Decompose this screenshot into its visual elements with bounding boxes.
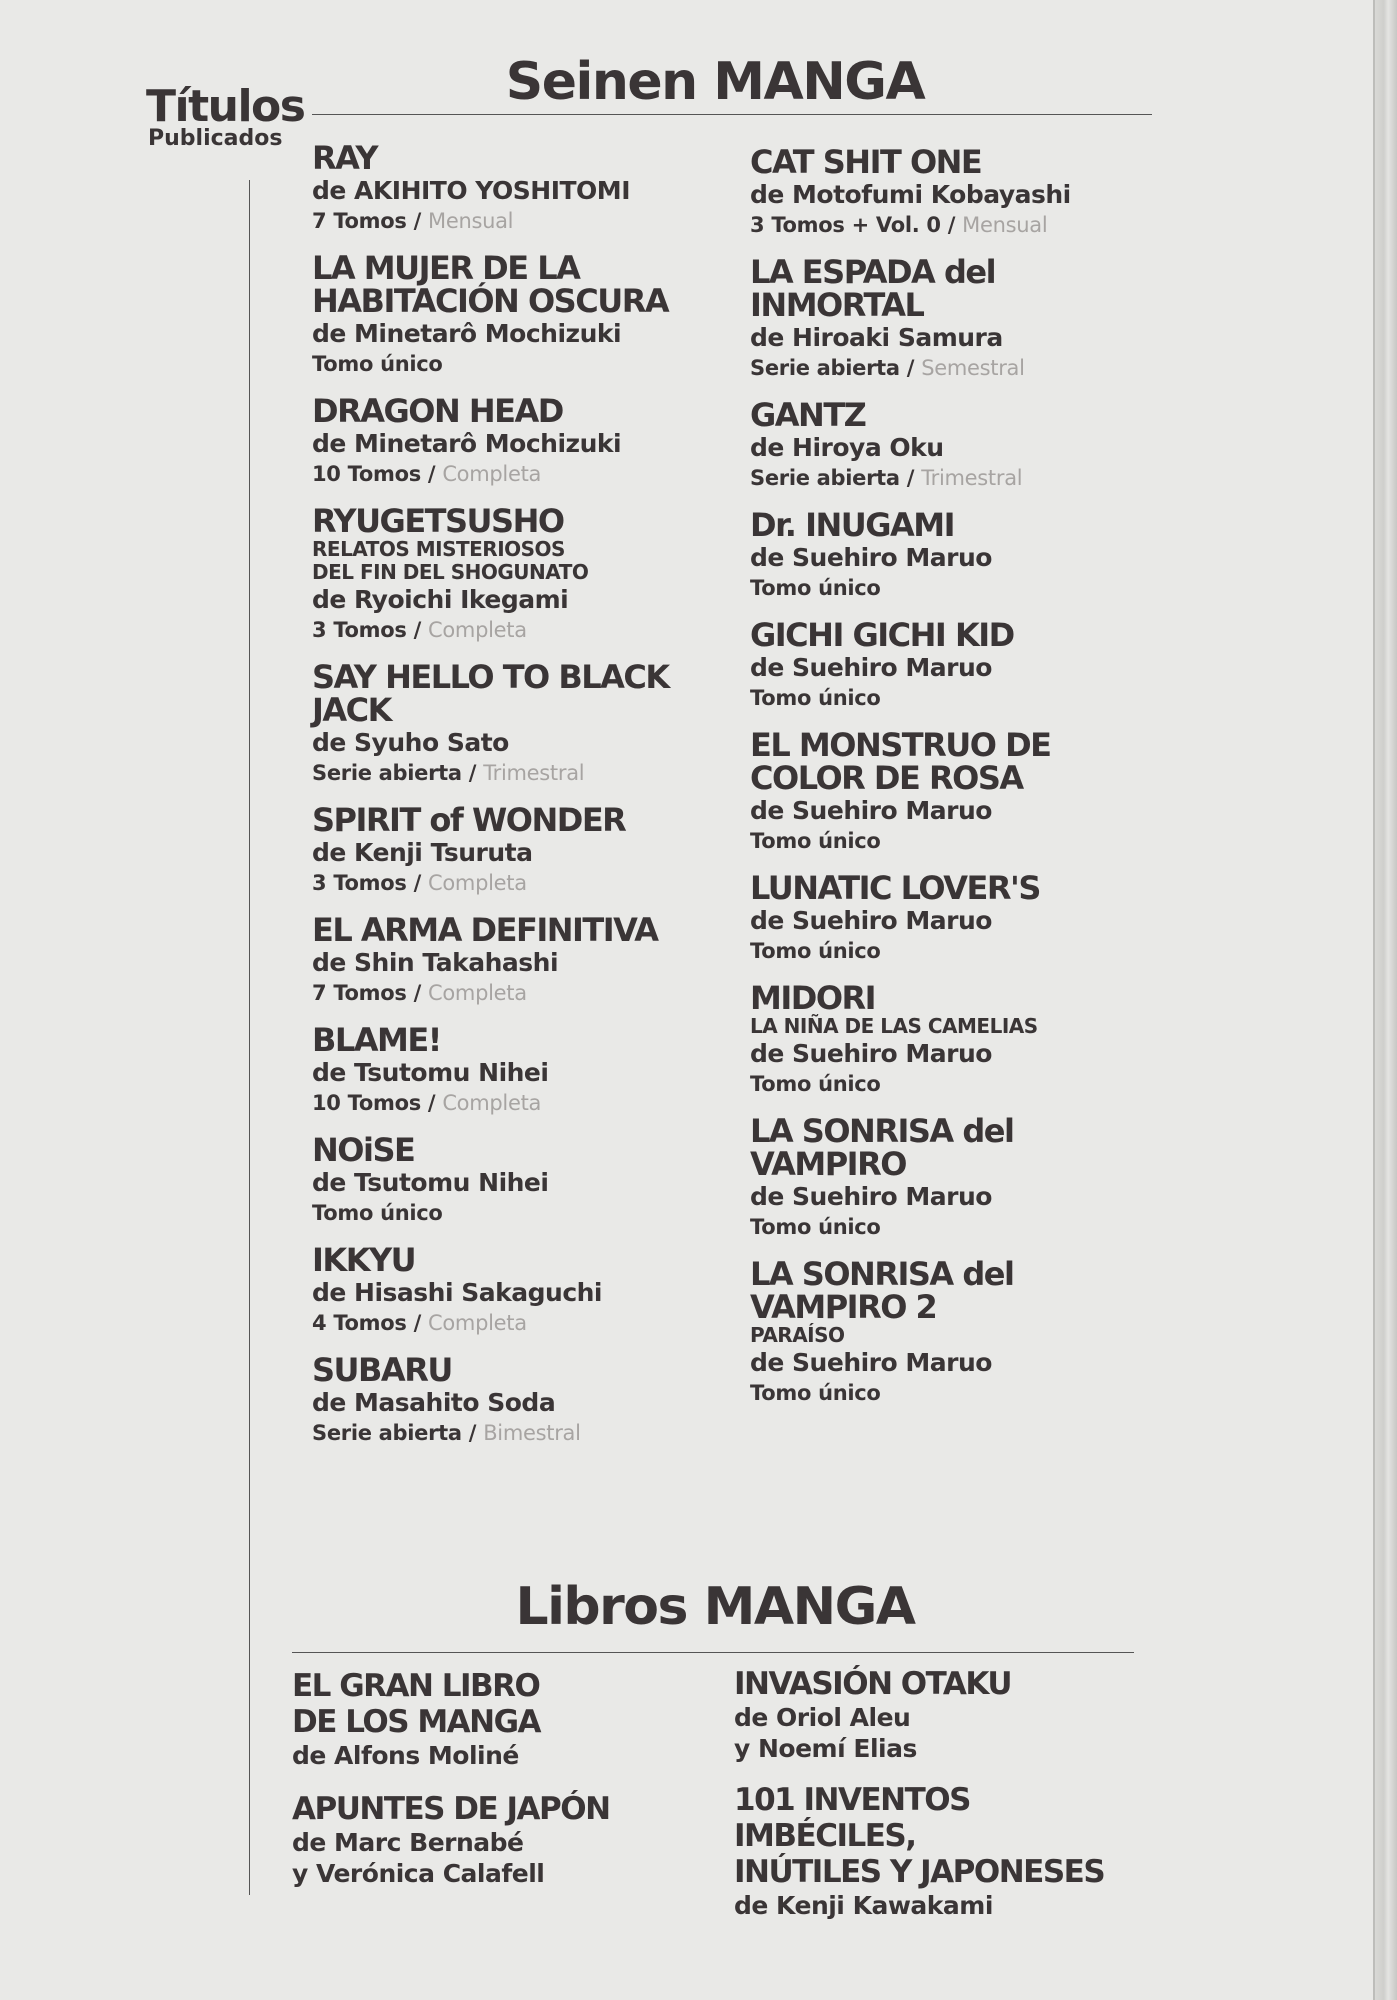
entry-author: de Shin Takahashi bbox=[312, 948, 559, 977]
title-entry bbox=[750, 396, 1160, 493]
entry-title: LA SONRISA del VAMPIRO 2 bbox=[750, 1255, 1014, 1326]
title-entry bbox=[750, 1112, 1160, 1242]
entry-title: LA ESPADA del INMORTAL bbox=[750, 253, 996, 324]
entry-status: Completa bbox=[428, 981, 527, 1005]
entry-details bbox=[750, 936, 1160, 966]
book-title: DE LOS MANGA bbox=[292, 1704, 541, 1740]
entry-volumes: Serie abierta bbox=[312, 761, 462, 785]
entry-details bbox=[750, 210, 1160, 240]
entry-separator: / bbox=[461, 761, 484, 785]
seinen-rule bbox=[312, 114, 1152, 115]
entry-separator: / bbox=[420, 1091, 443, 1115]
title-entry bbox=[750, 253, 1160, 383]
libros-heading: Libros MANGA bbox=[515, 1577, 915, 1637]
book-title: APUNTES DE JAPÓN bbox=[292, 1791, 610, 1827]
entry-author: de Masahito Soda bbox=[312, 1388, 556, 1417]
entry-details bbox=[750, 1069, 1160, 1099]
entry-title: Dr. INUGAMI bbox=[750, 506, 955, 544]
title-entry bbox=[312, 1021, 732, 1118]
entry-details bbox=[750, 573, 1160, 603]
entry-volumes: Tomo único bbox=[312, 1201, 443, 1225]
entry-details bbox=[750, 1212, 1160, 1242]
entry-separator: / bbox=[406, 618, 429, 642]
entry-separator: / bbox=[406, 981, 429, 1005]
entry-volumes: 10 Tomos bbox=[312, 1091, 421, 1115]
title-entry bbox=[312, 249, 732, 379]
entry-subtitle: DEL FIN DEL SHOGUNATO bbox=[312, 560, 589, 584]
entry-status: Bimestral bbox=[483, 1421, 581, 1445]
entry-volumes: Tomo único bbox=[750, 1215, 881, 1239]
entry-volumes: Tomo único bbox=[750, 829, 881, 853]
entry-author: de Minetarô Mochizuki bbox=[312, 429, 622, 458]
entry-subtitle: LA NIÑA DE LAS CAMELIAS bbox=[750, 1014, 1038, 1038]
entry-title: LA MUJER DE LA bbox=[312, 249, 580, 287]
entry-title: MIDORI bbox=[750, 979, 876, 1017]
entry-details bbox=[312, 615, 732, 645]
entry-status: Completa bbox=[428, 618, 527, 642]
entry-subtitle: RELATOS MISTERIOSOS bbox=[312, 537, 565, 561]
title-entry bbox=[750, 869, 1160, 966]
book-entry bbox=[734, 1782, 1154, 1921]
side-subtitle: Publicados bbox=[148, 126, 283, 151]
entry-volumes: 4 Tomos bbox=[312, 1311, 407, 1335]
entry-author: de Hisashi Sakaguchi bbox=[312, 1278, 602, 1307]
entry-author: de Suehiro Maruo bbox=[750, 543, 992, 572]
entry-status: Semestral bbox=[921, 356, 1025, 380]
entry-subtitle: PARAÍSO bbox=[750, 1323, 845, 1347]
entry-volumes: Serie abierta bbox=[750, 356, 900, 380]
entry-status: Completa bbox=[442, 462, 542, 486]
entry-title: HABITACIÓN OSCURA bbox=[312, 282, 669, 320]
entry-status: Trimestral bbox=[483, 761, 585, 785]
entry-status: Trimestral bbox=[921, 466, 1023, 490]
book-author: y Noemí Elias bbox=[734, 1734, 917, 1763]
entry-author: de Suehiro Maruo bbox=[750, 796, 992, 825]
entry-details bbox=[312, 459, 732, 489]
book-author: de Oriol Aleu bbox=[734, 1703, 911, 1732]
entry-details bbox=[750, 683, 1160, 713]
title-entry bbox=[312, 139, 732, 236]
entry-status: Mensual bbox=[962, 213, 1048, 237]
entry-volumes: 3 Tomos bbox=[312, 871, 407, 895]
book-author: de Kenji Kawakami bbox=[734, 1891, 993, 1920]
entry-volumes: 3 Tomos + Vol. 0 bbox=[750, 213, 941, 237]
entry-separator: / bbox=[940, 213, 963, 237]
entry-details bbox=[750, 1378, 1160, 1408]
entry-title: IKKYU bbox=[312, 1241, 416, 1279]
seinen-right-column bbox=[750, 143, 1160, 1408]
book-author: de Marc Bernabé bbox=[292, 1828, 524, 1857]
entry-author: de Suehiro Maruo bbox=[750, 906, 992, 935]
entry-author: de Suehiro Maruo bbox=[750, 1182, 992, 1211]
entry-volumes: Tomo único bbox=[750, 686, 881, 710]
title-entry bbox=[750, 726, 1160, 856]
entry-volumes: 7 Tomos bbox=[312, 209, 407, 233]
entry-author: de Suehiro Maruo bbox=[750, 1348, 992, 1377]
side-title: Títulos bbox=[146, 81, 305, 132]
title-entry bbox=[750, 1255, 1160, 1408]
entry-separator: / bbox=[899, 466, 922, 490]
entry-separator: / bbox=[406, 871, 429, 895]
entry-separator: / bbox=[899, 356, 922, 380]
title-entry bbox=[312, 801, 732, 898]
entry-details bbox=[312, 349, 732, 379]
entry-volumes: 3 Tomos bbox=[312, 618, 407, 642]
entry-volumes: Tomo único bbox=[750, 576, 881, 600]
entry-title: RYUGETSUSHO bbox=[312, 502, 564, 540]
book-title: 101 INVENTOS IMBÉCILES, bbox=[734, 1782, 970, 1854]
entry-details bbox=[750, 463, 1160, 493]
book-title: INVASIÓN OTAKU bbox=[734, 1666, 1012, 1702]
entry-separator: / bbox=[461, 1421, 484, 1445]
entry-status: Completa bbox=[428, 871, 527, 895]
entry-title: COLOR DE ROSA bbox=[750, 759, 1023, 797]
title-entry bbox=[312, 911, 732, 1008]
vertical-rule bbox=[249, 180, 250, 1895]
libros-right-column bbox=[734, 1666, 1154, 1921]
entry-details bbox=[312, 1418, 732, 1448]
entry-volumes: Serie abierta bbox=[312, 1421, 462, 1445]
entry-details bbox=[312, 206, 732, 236]
entry-title: DRAGON HEAD bbox=[312, 392, 563, 430]
entry-details bbox=[312, 1198, 732, 1228]
title-entry bbox=[312, 1131, 732, 1228]
entry-author: de Suehiro Maruo bbox=[750, 1039, 992, 1068]
title-entry bbox=[750, 506, 1160, 603]
entry-separator: / bbox=[406, 209, 429, 233]
book-title: EL GRAN LIBRO bbox=[292, 1668, 540, 1704]
title-entry bbox=[312, 658, 732, 788]
entry-title: SUBARU bbox=[312, 1351, 452, 1389]
entry-details bbox=[312, 868, 732, 898]
entry-details bbox=[750, 353, 1160, 383]
title-entry bbox=[312, 1351, 732, 1448]
libros-rule bbox=[292, 1652, 1134, 1653]
entry-author: de Tsutomu Nihei bbox=[312, 1058, 549, 1087]
entry-title: GICHI GICHI KID bbox=[750, 616, 1014, 654]
entry-author: de Syuho Sato bbox=[312, 728, 509, 757]
side-label bbox=[146, 81, 305, 151]
entry-status: Mensual bbox=[428, 209, 514, 233]
book-author: de Alfons Moliné bbox=[292, 1741, 519, 1770]
book-title: INÚTILES Y JAPONESES bbox=[734, 1854, 1105, 1890]
entry-volumes: Serie abierta bbox=[750, 466, 900, 490]
entry-author: de Hiroya Oku bbox=[750, 433, 944, 462]
entry-details bbox=[312, 1088, 732, 1118]
entry-details bbox=[312, 758, 732, 788]
seinen-heading: Seinen MANGA bbox=[505, 52, 925, 112]
entry-title: EL ARMA DEFINITIVA bbox=[312, 911, 658, 949]
entry-volumes: Tomo único bbox=[750, 939, 881, 963]
entry-separator: / bbox=[406, 1311, 429, 1335]
entry-author: de Motofumi Kobayashi bbox=[750, 180, 1071, 209]
page-edge bbox=[1373, 0, 1397, 2000]
entry-author: de AKIHITO YOSHITOMI bbox=[312, 176, 630, 205]
entry-status: Completa bbox=[442, 1091, 542, 1115]
entry-title: SAY HELLO TO BLACK JACK bbox=[312, 658, 669, 729]
entry-author: de Ryoichi Ikegami bbox=[312, 585, 569, 614]
entry-details bbox=[750, 826, 1160, 856]
book-entry bbox=[734, 1666, 1154, 1764]
entry-title: LA SONRISA del VAMPIRO bbox=[750, 1112, 1014, 1183]
entry-volumes: Tomo único bbox=[750, 1381, 881, 1405]
entry-author: de Kenji Tsuruta bbox=[312, 838, 533, 867]
entry-title: CAT SHIT ONE bbox=[750, 143, 982, 181]
entry-author: de Tsutomu Nihei bbox=[312, 1168, 549, 1197]
entry-title: NOiSE bbox=[312, 1131, 415, 1169]
entry-title: BLAME! bbox=[312, 1021, 441, 1059]
entry-title: SPIRIT of WONDER bbox=[312, 801, 626, 839]
book-entry bbox=[292, 1791, 712, 1889]
entry-status: Completa bbox=[428, 1311, 527, 1335]
title-entry bbox=[750, 979, 1160, 1099]
libros-left-column bbox=[292, 1668, 712, 1889]
book-author: y Verónica Calafell bbox=[292, 1859, 545, 1888]
entry-details bbox=[312, 1308, 732, 1338]
entry-volumes: 10 Tomos bbox=[312, 462, 421, 486]
entry-volumes: Tomo único bbox=[312, 352, 443, 376]
entry-volumes: 7 Tomos bbox=[312, 981, 407, 1005]
entry-title: RAY bbox=[312, 139, 378, 177]
entry-title: LUNATIC LOVER'S bbox=[750, 869, 1040, 907]
entry-author: de Minetarô Mochizuki bbox=[312, 319, 622, 348]
entry-title: GANTZ bbox=[750, 396, 866, 434]
entry-title: EL MONSTRUO DE bbox=[750, 726, 1051, 764]
title-entry bbox=[312, 392, 732, 489]
title-entry bbox=[312, 1241, 732, 1338]
book-entry bbox=[292, 1668, 712, 1771]
title-entry bbox=[750, 143, 1160, 240]
entry-author: de Hiroaki Samura bbox=[750, 323, 1003, 352]
entry-separator: / bbox=[420, 462, 443, 486]
entry-details bbox=[312, 978, 732, 1008]
entry-volumes: Tomo único bbox=[750, 1072, 881, 1096]
title-entry bbox=[750, 616, 1160, 713]
title-entry bbox=[312, 502, 732, 645]
entry-author: de Suehiro Maruo bbox=[750, 653, 992, 682]
seinen-left-column bbox=[312, 139, 732, 1448]
